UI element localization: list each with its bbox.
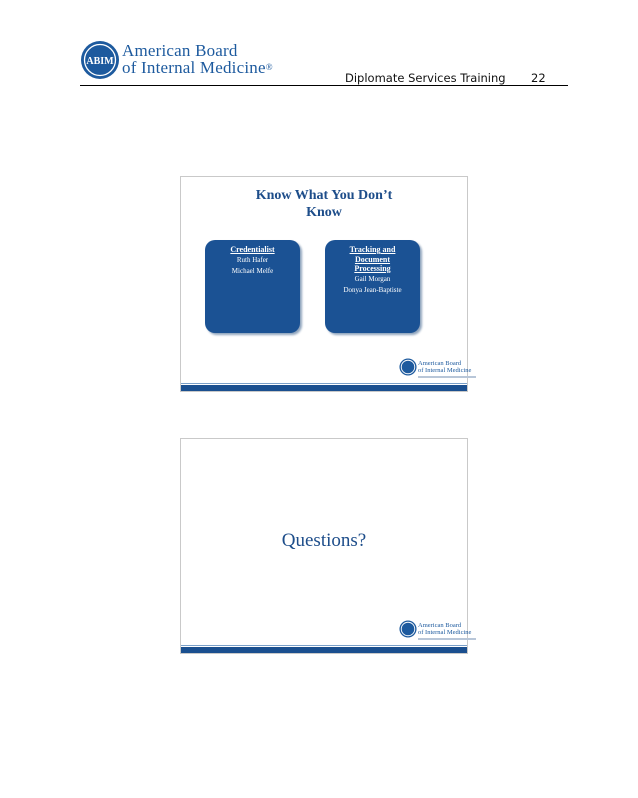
abim-seal-icon — [399, 620, 417, 638]
slide-questions — [180, 438, 472, 654]
contact-name: Gail Morgan — [354, 274, 391, 283]
box-heading: Tracking and Document Processing — [349, 245, 396, 273]
tracking-processing-box — [325, 240, 420, 333]
credentialist-box — [205, 240, 300, 333]
contact-name: Donya Jean-Baptiste — [343, 285, 402, 294]
document-title: Diplomate Services Training — [345, 71, 506, 85]
slide-footer-bar — [181, 385, 467, 391]
contact-name: Michael Melfe — [231, 266, 274, 275]
org-name: American Board of Internal Medicine® — [122, 41, 273, 77]
contact-name: Ruth Hafer — [236, 255, 269, 264]
footer-contact-line — [418, 638, 476, 640]
footer-org-name: American Board of Internal Medicine — [418, 360, 472, 374]
footer-contact-line — [418, 376, 476, 378]
slide-footer-logo — [399, 358, 479, 384]
abim-seal-icon — [80, 40, 120, 80]
slide-know-what-you-dont-know — [180, 176, 472, 392]
abim-seal-icon — [399, 358, 417, 376]
slide-footer-logo — [399, 620, 479, 646]
slide-title: Know What You Don’t Know — [255, 188, 393, 220]
header-divider — [80, 85, 568, 86]
slide-title: Questions? — [281, 530, 367, 551]
svg-text:ABIM: ABIM — [86, 56, 114, 67]
abim-header-logo — [80, 40, 280, 86]
slide-footer-bar — [181, 647, 467, 653]
footer-org-name: American Board of Internal Medicine — [418, 622, 472, 636]
page-number: 22 — [531, 71, 546, 85]
box-heading: Credentialist — [230, 245, 275, 254]
